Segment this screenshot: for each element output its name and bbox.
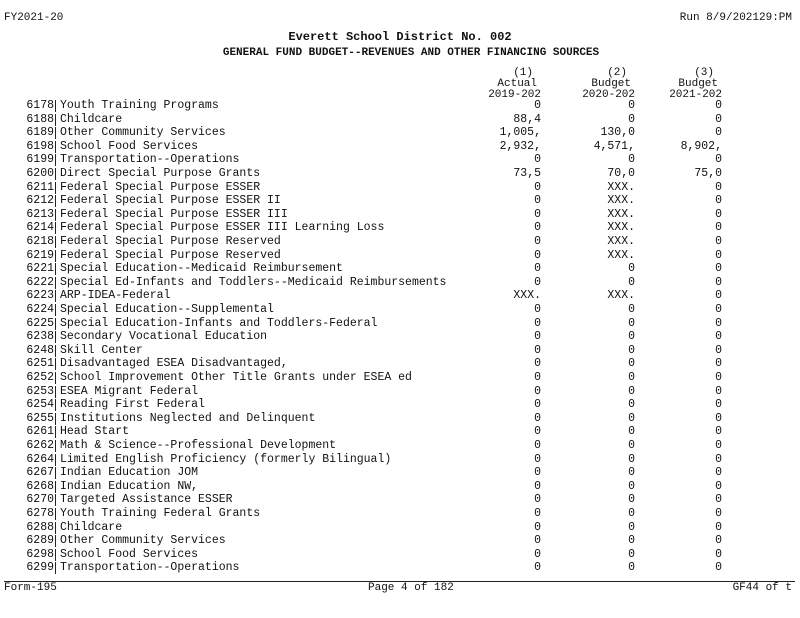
table-row <box>0 534 800 548</box>
account-code: 6221 <box>26 262 54 276</box>
column-header-actual <box>488 68 541 101</box>
form-code: GF44 of t <box>732 582 792 594</box>
budget-current-value: 0 <box>715 507 722 520</box>
budget-prior-value: 0 <box>628 398 635 412</box>
account-description: Transportation--Operations <box>60 153 240 167</box>
budget-current-value: 0 <box>715 248 722 262</box>
budget-current-value: 0 <box>715 180 722 194</box>
budget-prior-value: 0 <box>628 411 635 425</box>
table-row <box>0 412 800 426</box>
account-description: Special Education--Supplemental <box>60 303 274 316</box>
budget-prior-value: XXX. <box>607 194 635 208</box>
budget-current-value: 0 <box>715 126 722 140</box>
actual-value: 0 <box>534 235 541 248</box>
account-description: Special Education--Medicaid Reimbursement <box>60 262 343 276</box>
report-title: GENERAL FUND BUDGET--REVENUES AND OTHER FINANCING SOURCES <box>222 47 600 59</box>
table-row <box>0 385 800 399</box>
account-description: School Food Services <box>60 139 199 153</box>
actual-value: 0 <box>534 547 541 561</box>
account-code: 6189 <box>26 126 54 140</box>
account-description: Transportation--Operations <box>60 561 240 575</box>
budget-current-value: 0 <box>715 520 722 534</box>
account-code: 6224 <box>26 303 54 316</box>
account-description: Special Education-Infants and Toddlers-Federal <box>60 316 378 330</box>
budget-prior-value: 0 <box>628 343 635 357</box>
budget-current-value: 0 <box>715 452 722 466</box>
budget-prior-value: 0 <box>628 479 635 493</box>
table-row <box>0 480 800 494</box>
budget-current-value: 0 <box>715 194 722 208</box>
actual-value: 0 <box>534 180 541 194</box>
budget-current-value: 0 <box>715 411 722 425</box>
run-info-label: Run 8/9/202129:PM <box>679 12 792 24</box>
budget-prior-value: 0 <box>628 275 635 289</box>
column-divider <box>55 345 56 357</box>
account-description: Other Community Services <box>60 126 226 140</box>
table-row <box>0 493 800 507</box>
actual-value: 0 <box>534 466 541 480</box>
account-description: School Food Services <box>60 547 199 561</box>
table-row <box>0 194 800 208</box>
account-description: Federal Special Purpose ESSER III Learning Loss <box>60 221 385 235</box>
account-description: Head Start <box>60 425 130 439</box>
account-code: 6251 <box>26 357 54 371</box>
table-row <box>0 521 800 535</box>
actual-value: 73,5 <box>513 167 541 180</box>
table-row <box>0 140 800 154</box>
account-code: 6254 <box>26 398 54 412</box>
budget-current-value: 0 <box>715 303 722 316</box>
account-code: 6264 <box>26 452 54 466</box>
budget-prior-value: XXX. <box>607 207 635 221</box>
column-number: (3) <box>694 67 714 79</box>
account-code: 6218 <box>26 235 54 248</box>
column-divider <box>55 481 56 493</box>
column-divider <box>55 195 56 207</box>
table-row <box>0 208 800 222</box>
account-description: ESEA Migrant Federal <box>60 384 199 398</box>
account-code: 6270 <box>26 493 54 507</box>
account-code: 6255 <box>26 411 54 425</box>
budget-prior-value: 0 <box>628 357 635 371</box>
column-years: 2020-202 <box>582 89 635 101</box>
actual-value: 0 <box>534 194 541 208</box>
table-row <box>0 425 800 439</box>
budget-current-value: 0 <box>715 384 722 398</box>
budget-current-value: 0 <box>715 398 722 412</box>
account-code: 6298 <box>26 547 54 561</box>
budget-current-value: 0 <box>715 493 722 507</box>
account-description: Youth Training Federal Grants <box>60 507 261 520</box>
account-description: Reading First Federal <box>60 398 205 412</box>
budget-current-value: 0 <box>715 99 722 112</box>
column-divider <box>55 358 56 370</box>
column-divider <box>55 222 56 234</box>
table-row <box>0 303 800 317</box>
budget-prior-value: 0 <box>628 303 635 316</box>
account-description: Federal Special Purpose ESSER II <box>60 194 281 208</box>
budget-current-value: 0 <box>715 466 722 480</box>
actual-value: 0 <box>534 452 541 466</box>
budget-prior-value: 0 <box>628 520 635 534</box>
table-row <box>0 221 800 235</box>
actual-value: 0 <box>534 221 541 235</box>
account-description: ARP-IDEA-Federal <box>60 289 171 303</box>
budget-current-value: 0 <box>715 330 722 344</box>
account-code: 6238 <box>26 330 54 344</box>
table-row <box>0 398 800 412</box>
table-row <box>0 153 800 167</box>
table-row <box>0 548 800 562</box>
table-row <box>0 235 800 249</box>
column-divider <box>55 331 56 343</box>
account-code: 6278 <box>26 507 54 520</box>
budget-current-value: 0 <box>715 235 722 248</box>
account-description: Indian Education JOM <box>60 466 199 480</box>
account-code: 6198 <box>26 139 54 153</box>
table-row <box>0 113 800 127</box>
budget-current-value: 0 <box>715 357 722 371</box>
account-code: 6299 <box>26 561 54 575</box>
budget-prior-value: 0 <box>628 262 635 276</box>
district-title: Everett School District No. 002 <box>288 30 512 44</box>
actual-value: 0 <box>534 479 541 493</box>
actual-value: 0 <box>534 275 541 289</box>
budget-prior-value: 0 <box>628 452 635 466</box>
account-description: Federal Special Purpose ESSER III <box>60 207 288 221</box>
account-code: 6225 <box>26 316 54 330</box>
actual-value: 0 <box>534 439 541 452</box>
budget-prior-value: 0 <box>628 99 635 112</box>
account-code: 6222 <box>26 275 54 289</box>
account-description: Federal Special Purpose ESSER <box>60 180 261 194</box>
fiscal-year-label: FY2021-20 <box>4 12 64 24</box>
column-divider <box>55 168 56 180</box>
table-row <box>0 561 800 575</box>
table-row <box>0 289 800 303</box>
budget-prior-value: 0 <box>628 330 635 344</box>
column-divider <box>55 426 56 438</box>
table-row <box>0 276 800 290</box>
actual-value: 0 <box>534 262 541 276</box>
actual-value: 88,4 <box>513 112 541 126</box>
budget-current-value: 0 <box>715 439 722 452</box>
column-years: 2021-202 <box>669 89 722 101</box>
column-label: Budget <box>678 78 718 90</box>
account-description: Federal Special Purpose Reserved <box>60 248 281 262</box>
budget-current-value: 75,0 <box>694 167 722 180</box>
account-code: 6188 <box>26 112 54 126</box>
account-description: Childcare <box>60 520 123 534</box>
account-code: 6200 <box>26 167 54 180</box>
column-divider <box>55 372 56 384</box>
table-row <box>0 317 800 331</box>
account-description: Targeted Assistance ESSER <box>60 493 233 507</box>
account-description: Math & Science--Professional Development <box>60 439 337 452</box>
account-code: 6219 <box>26 248 54 262</box>
table-row <box>0 181 800 195</box>
column-divider <box>55 127 56 139</box>
account-description: Disadvantaged ESEA Disadvantaged, <box>60 357 288 371</box>
budget-prior-value: 0 <box>628 547 635 561</box>
account-description: Special Ed-Infants and Toddlers--Medicaid Reimbursements <box>60 275 447 289</box>
column-divider <box>55 290 56 302</box>
actual-value: 0 <box>534 330 541 344</box>
actual-value: 0 <box>534 561 541 575</box>
actual-value: 2,932, <box>499 139 541 153</box>
actual-value: 0 <box>534 99 541 112</box>
actual-value: 0 <box>534 398 541 412</box>
column-divider <box>55 454 56 466</box>
column-divider <box>55 263 56 275</box>
column-divider <box>55 318 56 330</box>
budget-current-value: 0 <box>715 112 722 126</box>
table-row <box>0 466 800 480</box>
budget-prior-value: 0 <box>628 425 635 439</box>
column-divider <box>55 522 56 534</box>
account-code: 6253 <box>26 384 54 398</box>
column-divider <box>55 386 56 398</box>
budget-current-value: 0 <box>715 371 722 384</box>
page-number: Page 4 of 182 <box>368 582 454 594</box>
account-description: Limited English Proficiency (formerly Bilingual) <box>60 452 392 466</box>
column-divider <box>55 277 56 289</box>
account-description: Federal Special Purpose Reserved <box>60 235 281 248</box>
column-divider <box>55 508 56 520</box>
column-divider <box>55 535 56 547</box>
budget-prior-value: 0 <box>628 534 635 548</box>
table-row <box>0 453 800 467</box>
actual-value: XXX. <box>513 289 541 303</box>
column-divider <box>55 141 56 153</box>
column-divider <box>55 467 56 479</box>
budget-current-value: 0 <box>715 221 722 235</box>
account-code: 6223 <box>26 289 54 303</box>
column-number: (2) <box>607 67 627 79</box>
column-divider <box>55 209 56 221</box>
budget-current-value: 0 <box>715 275 722 289</box>
account-code: 6213 <box>26 207 54 221</box>
account-code: 6262 <box>26 439 54 452</box>
account-code: 6248 <box>26 343 54 357</box>
actual-value: 0 <box>534 316 541 330</box>
budget-current-value: 0 <box>715 479 722 493</box>
account-code: 6214 <box>26 221 54 235</box>
account-description: Indian Education NW, <box>60 479 199 493</box>
table-row <box>0 439 800 453</box>
column-divider <box>55 100 56 112</box>
budget-prior-value: 0 <box>628 112 635 126</box>
account-code: 6267 <box>26 466 54 480</box>
table-row <box>0 330 800 344</box>
budget-prior-value: 70,0 <box>607 167 635 180</box>
budget-prior-value: 0 <box>628 561 635 575</box>
actual-value: 0 <box>534 207 541 221</box>
column-header-budget-prior <box>582 68 635 101</box>
column-number: (1) <box>513 67 533 79</box>
account-code: 6268 <box>26 479 54 493</box>
account-code: 6288 <box>26 520 54 534</box>
column-divider <box>55 114 56 126</box>
budget-current-value: 0 <box>715 289 722 303</box>
actual-value: 0 <box>534 248 541 262</box>
actual-value: 0 <box>534 493 541 507</box>
budget-current-value: 0 <box>715 262 722 276</box>
column-divider <box>55 182 56 194</box>
table-row <box>0 262 800 276</box>
table-row <box>0 99 800 113</box>
table-row <box>0 167 800 181</box>
account-description: Other Community Services <box>60 534 226 548</box>
budget-prior-value: XXX. <box>607 221 635 235</box>
actual-value: 0 <box>534 153 541 167</box>
budget-prior-value: XXX. <box>607 180 635 194</box>
actual-value: 0 <box>534 425 541 439</box>
budget-current-value: 0 <box>715 534 722 548</box>
budget-prior-value: 130,0 <box>600 126 635 140</box>
table-row <box>0 507 800 521</box>
column-divider <box>55 399 56 411</box>
account-description: Institutions Neglected and Delinquent <box>60 411 316 425</box>
budget-prior-value: XXX. <box>607 248 635 262</box>
column-label: Budget <box>591 78 631 90</box>
table-row <box>0 357 800 371</box>
column-divider <box>55 549 56 561</box>
budget-prior-value: 0 <box>628 466 635 480</box>
account-description: Childcare <box>60 112 123 126</box>
account-description: Youth Training Programs <box>60 99 219 112</box>
budget-current-value: 8,902, <box>680 139 722 153</box>
budget-prior-value: XXX. <box>607 235 635 248</box>
budget-current-value: 0 <box>715 425 722 439</box>
account-description: School Improvement Other Title Grants under ESEA ed <box>60 371 412 384</box>
account-code: 6289 <box>26 534 54 548</box>
budget-prior-value: 0 <box>628 439 635 452</box>
budget-current-value: 0 <box>715 561 722 575</box>
actual-value: 0 <box>534 303 541 316</box>
budget-prior-value: 0 <box>628 507 635 520</box>
budget-current-value: 0 <box>715 547 722 561</box>
column-divider <box>55 413 56 425</box>
account-description: Direct Special Purpose Grants <box>60 167 261 180</box>
budget-current-value: 0 <box>715 316 722 330</box>
budget-prior-value: 0 <box>628 316 635 330</box>
account-description: Secondary Vocational Education <box>60 330 268 344</box>
actual-value: 0 <box>534 384 541 398</box>
budget-prior-value: 0 <box>628 493 635 507</box>
column-divider <box>55 494 56 506</box>
budget-current-value: 0 <box>715 343 722 357</box>
budget-prior-value: 0 <box>628 371 635 384</box>
budget-current-value: 0 <box>715 153 722 167</box>
budget-current-value: 0 <box>715 207 722 221</box>
budget-prior-value: 4,571, <box>593 139 635 153</box>
column-label: Actual <box>497 78 537 90</box>
account-code: 6212 <box>26 194 54 208</box>
actual-value: 0 <box>534 343 541 357</box>
table-row <box>0 249 800 263</box>
column-divider <box>55 154 56 166</box>
account-code: 6252 <box>26 371 54 384</box>
actual-value: 0 <box>534 371 541 384</box>
column-years: 2019-202 <box>488 89 541 101</box>
budget-prior-value: 0 <box>628 153 635 167</box>
actual-value: 1,005, <box>499 126 541 140</box>
column-divider <box>55 562 56 574</box>
column-divider <box>55 304 56 316</box>
table-row <box>0 344 800 358</box>
table-row <box>0 371 800 385</box>
account-description: Skill Center <box>60 343 143 357</box>
actual-value: 0 <box>534 411 541 425</box>
actual-value: 0 <box>534 534 541 548</box>
actual-value: 0 <box>534 507 541 520</box>
column-divider <box>55 236 56 248</box>
budget-prior-value: 0 <box>628 384 635 398</box>
account-code: 6211 <box>26 180 54 194</box>
account-code: 6199 <box>26 153 54 167</box>
account-code: 6178 <box>26 99 54 112</box>
column-header-budget-current <box>669 68 722 101</box>
account-code: 6261 <box>26 425 54 439</box>
actual-value: 0 <box>534 357 541 371</box>
budget-prior-value: XXX. <box>607 289 635 303</box>
column-divider <box>55 440 56 452</box>
table-row <box>0 126 800 140</box>
form-number: Form-195 <box>4 582 57 594</box>
actual-value: 0 <box>534 520 541 534</box>
column-divider <box>55 250 56 262</box>
